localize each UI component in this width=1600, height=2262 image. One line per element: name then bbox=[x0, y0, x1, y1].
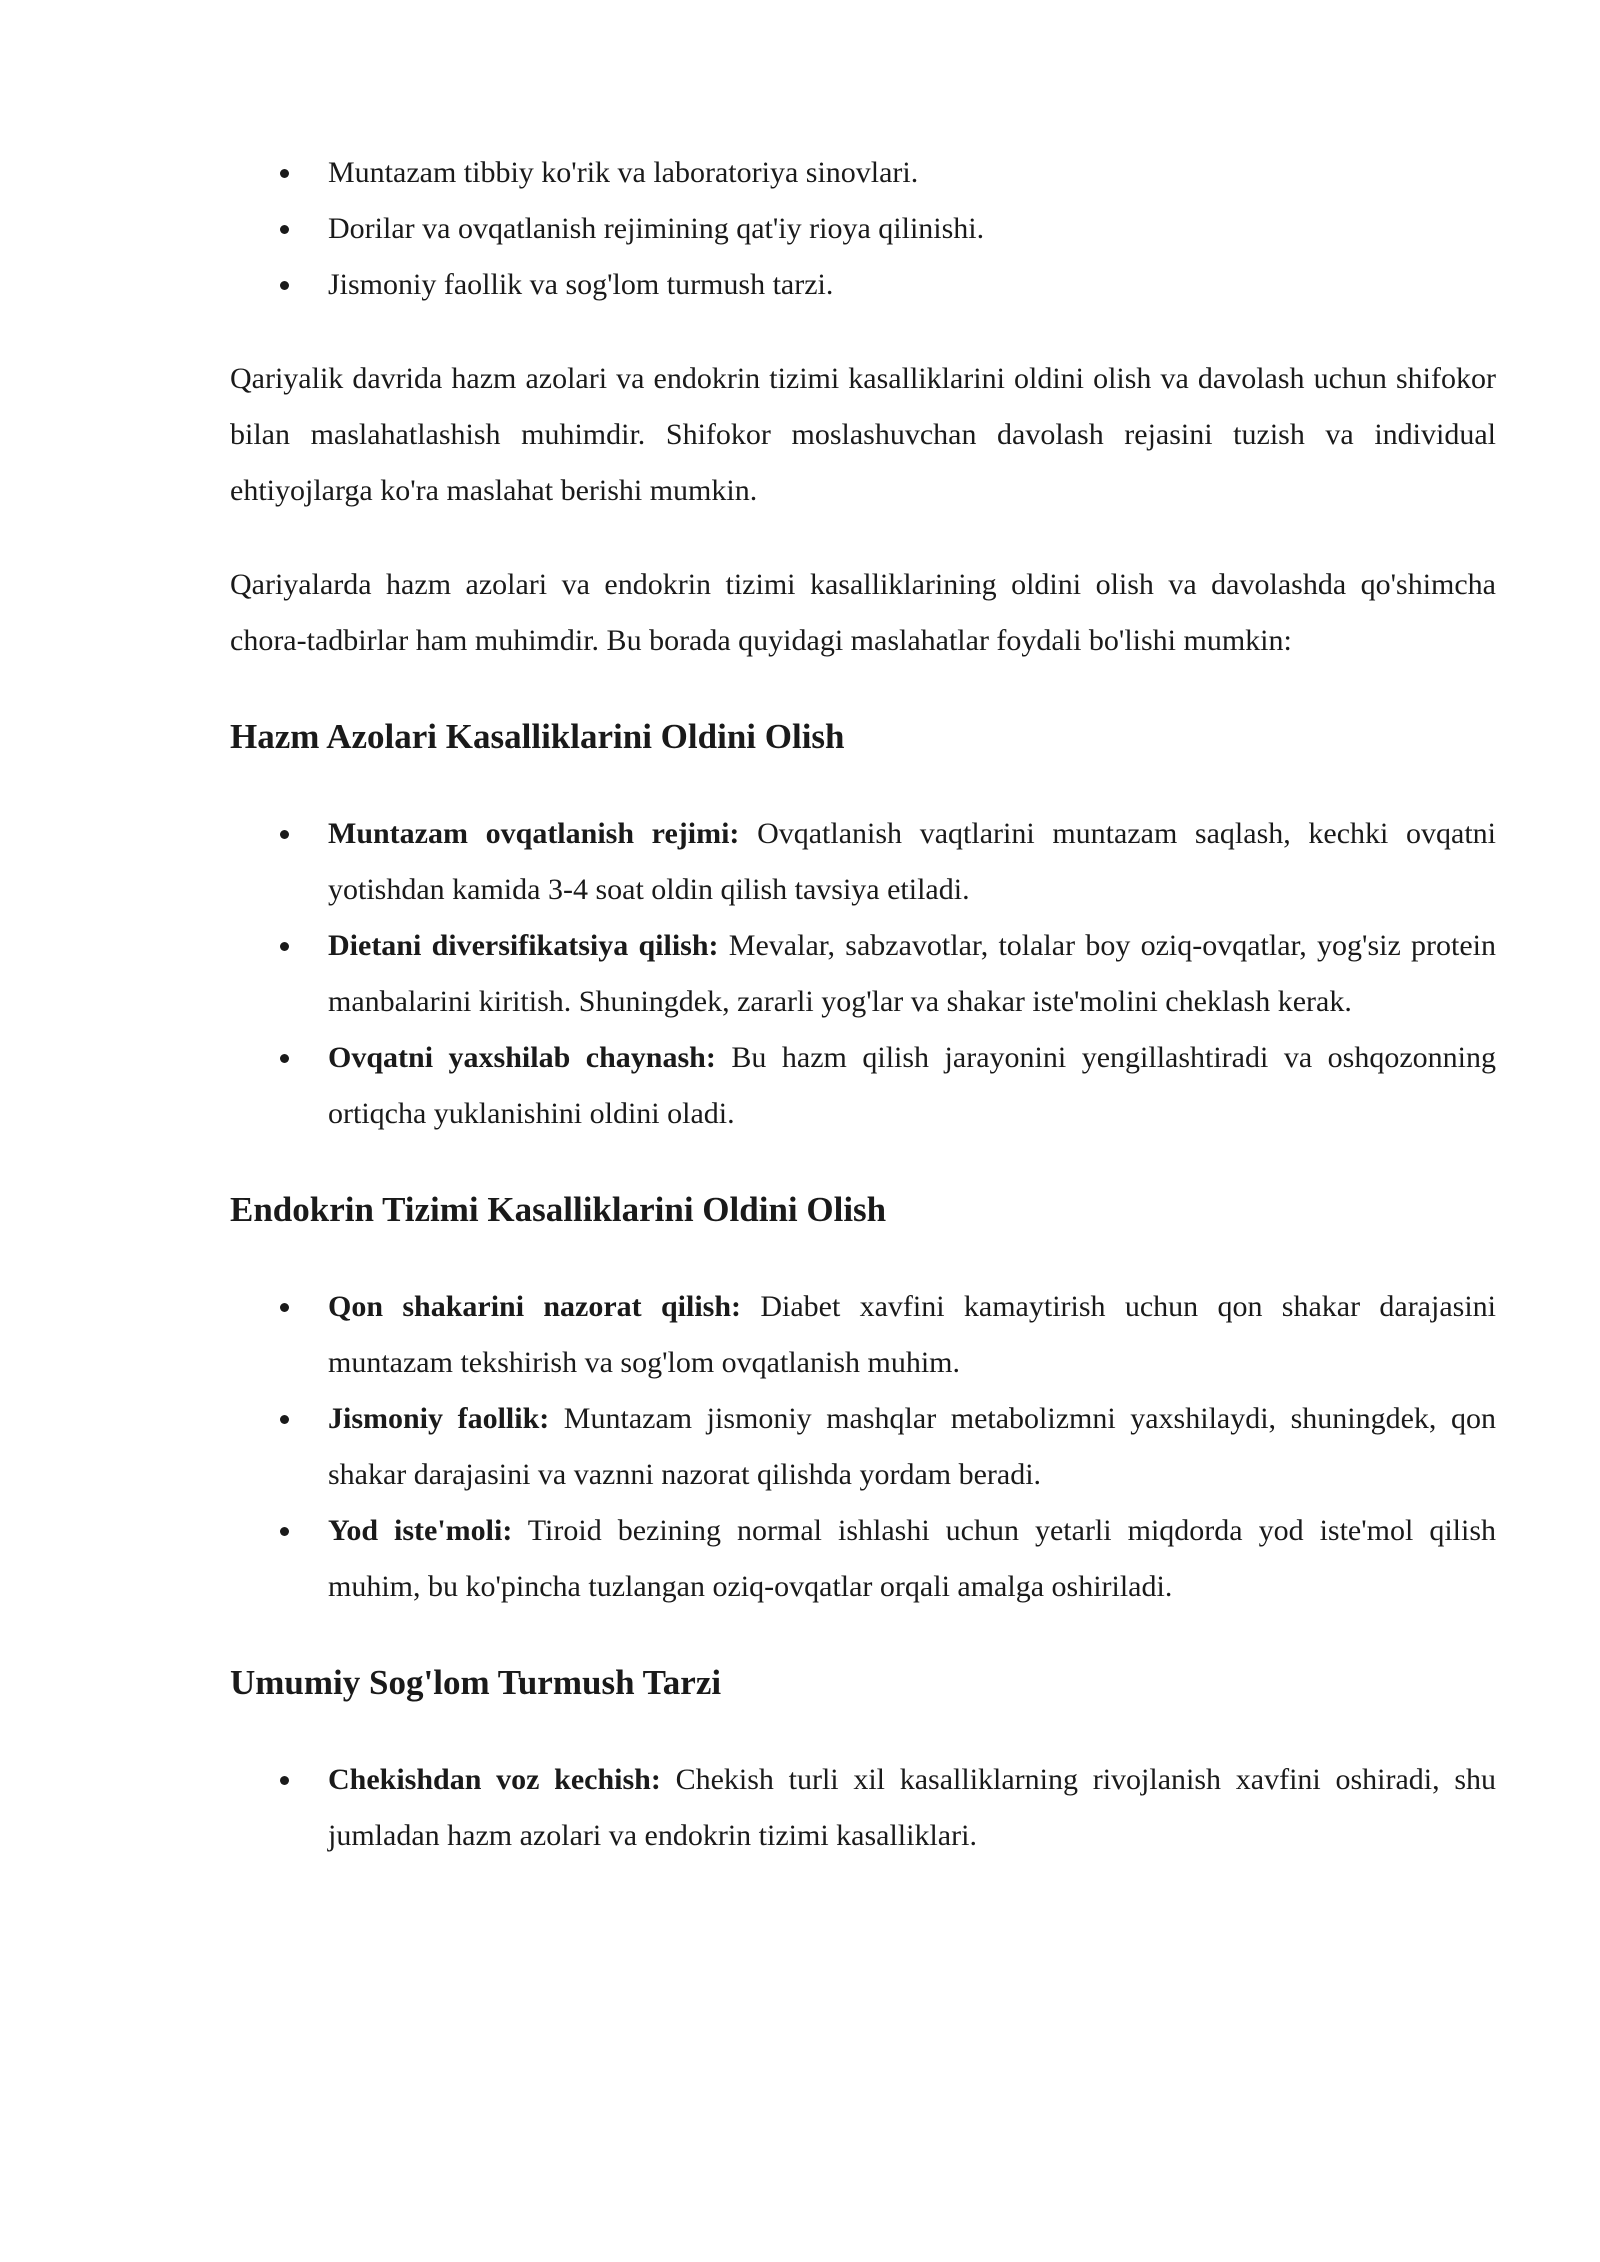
item-term: Dietani diversifikatsiya qilish: bbox=[328, 929, 719, 962]
section-bullet-list bbox=[230, 1279, 1496, 1615]
paragraph: Qariyalik davrida hazm azolari va endokrin tizimi kasalliklarini oldini olish va davolash uchun shifokor bilan maslahatlashish muhimdir. Shifokor moslashuvchan davolash rejasini tuzish va individual ehtiyojlarga ko'ra maslahat berishi mumkin. bbox=[230, 362, 1496, 507]
document-page bbox=[230, 145, 1496, 1864]
list-item bbox=[230, 1503, 1496, 1615]
section-heading: Endokrin Tizimi Kasalliklarini Oldini Olish bbox=[230, 1190, 887, 1229]
section-heading: Hazm Azolari Kasalliklarini Oldini Olish bbox=[230, 717, 845, 756]
item-text: Tiroid bezining normal ishlashi uchun yetarli miqdorda yod iste'mol qilish muhim, bu ko'pincha tuzlangan oziq-ovqatlar orqali amalga oshiriladi. bbox=[328, 1514, 1496, 1603]
item-text: Muntazam jismoniy mashqlar metabolizmni yaxshilaydi, shuningdek, qon shakar darajasini va vaznni nazorat qilishda yordam beradi. bbox=[328, 1402, 1496, 1491]
paragraph: Qariyalarda hazm azolari va endokrin tizimi kasalliklarining oldini olish va davolashda qo'shimcha chora-tadbirlar ham muhimdir. Bu borada quyidagi maslahatlar foydali bo'lishi mumkin: bbox=[230, 568, 1496, 657]
item-text: Ovqatlanish vaqtlarini muntazam saqlash, kechki ovqatni yotishdan kamida 3-4 soat oldin qilish tavsiya etiladi. bbox=[328, 817, 1497, 906]
item-term: Yod iste'moli: bbox=[328, 1514, 513, 1547]
section-heading: Umumiy Sog'lom Turmush Tarzi bbox=[230, 1663, 722, 1702]
list-item bbox=[230, 1391, 1496, 1503]
list-item: Dorilar va ovqatlanish rejimining qat'iy rioya qilinishi. bbox=[230, 201, 1496, 257]
section-bullet-list bbox=[230, 806, 1496, 1142]
list-item bbox=[230, 1279, 1496, 1391]
top-bullet-list bbox=[230, 145, 1496, 313]
item-text: Mevalar, sabzavotlar, tolalar boy oziq-ovqatlar, yog'siz protein manbalarini kiritish. Shuningdek, zararli yog'lar va shakar iste'molini cheklash kerak. bbox=[328, 929, 1496, 1018]
item-term: Muntazam ovqatlanish rejimi: bbox=[328, 817, 740, 850]
item-text: Diabet xavfini kamaytirish uchun qon shakar darajasini muntazam tekshirish va sog'lom ovqatlanish muhim. bbox=[328, 1290, 1496, 1379]
item-text: Bu hazm qilish jarayonini yengillashtiradi va oshqozonning ortiqcha yuklanishini oldini oladi. bbox=[328, 1041, 1497, 1130]
section-bullet-list bbox=[230, 1752, 1496, 1864]
item-term: Qon shakarini nazorat qilish: bbox=[328, 1290, 742, 1323]
item-term: Ovqatni yaxshilab chaynash: bbox=[328, 1041, 716, 1074]
list-item: Muntazam tibbiy ko'rik va laboratoriya sinovlari. bbox=[230, 145, 1496, 201]
list-item bbox=[230, 1752, 1496, 1864]
list-item: Jismoniy faollik va sog'lom turmush tarzi. bbox=[230, 257, 1496, 313]
list-item bbox=[230, 1030, 1496, 1142]
list-item bbox=[230, 806, 1496, 918]
item-text: Chekish turli xil kasalliklarning rivojlanish xavfini oshiradi, shu jumladan hazm azolari va endokrin tizimi kasalliklari. bbox=[328, 1763, 1496, 1852]
list-item bbox=[230, 918, 1496, 1030]
item-term: Jismoniy faollik: bbox=[328, 1402, 550, 1435]
item-term: Chekishdan voz kechish: bbox=[328, 1763, 661, 1796]
